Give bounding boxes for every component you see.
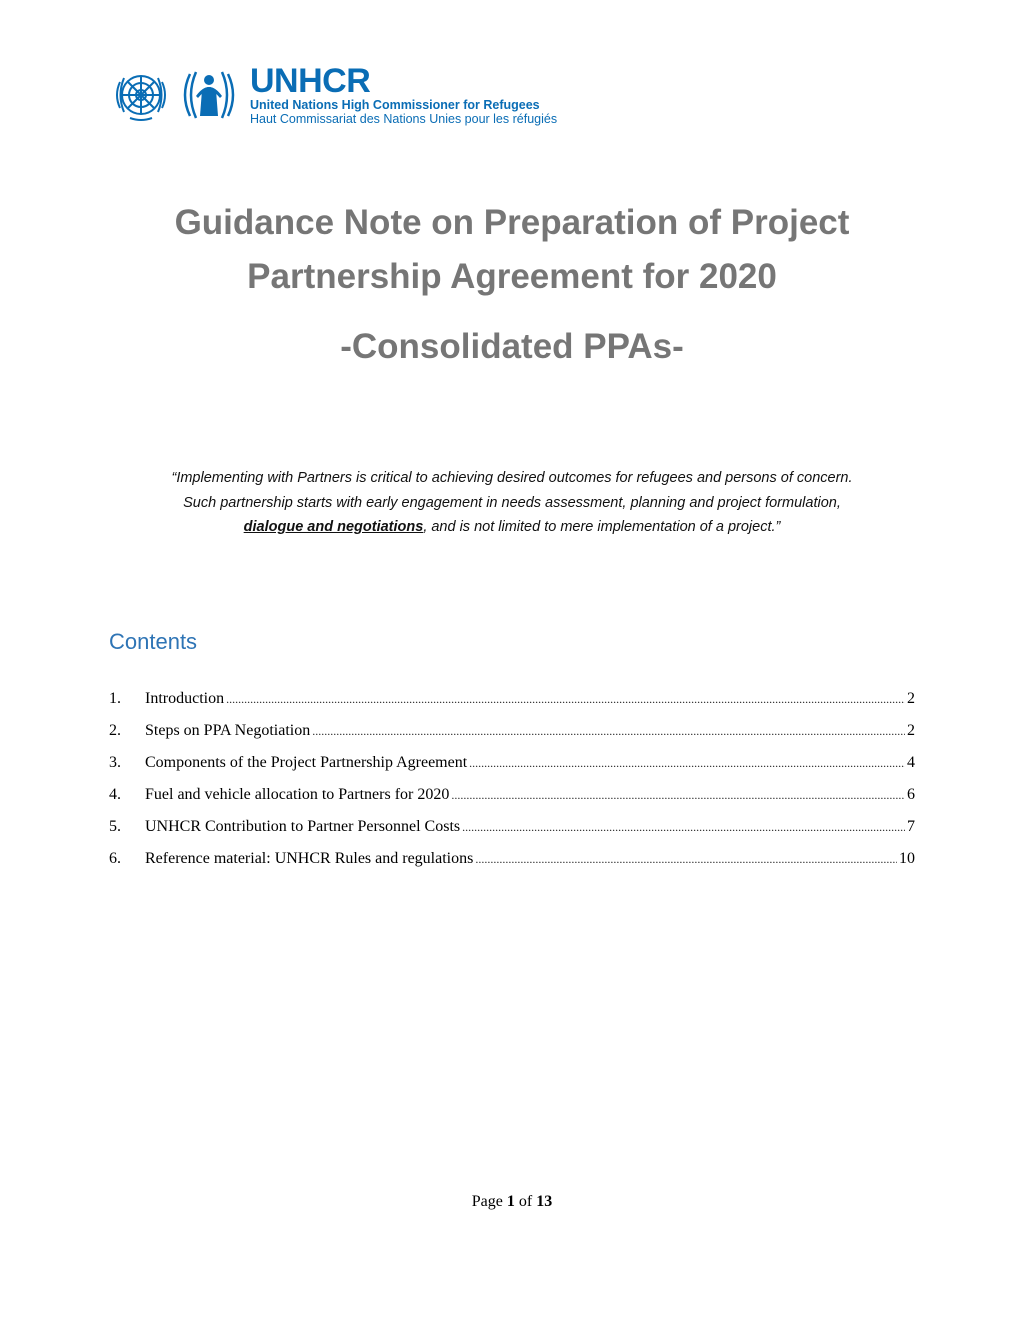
unhcr-emblem-icon: [178, 64, 240, 126]
title-line-1: Guidance Note on Preparation of Project: [174, 203, 850, 242]
logo-english-name: United Nations High Commissioner for Refugees: [250, 98, 540, 112]
toc-page-number: 2: [907, 690, 915, 707]
toc-entry-components[interactable]: [109, 754, 915, 786]
table-of-contents: [109, 690, 915, 882]
toc-leader: [451, 786, 905, 804]
toc-leader: [312, 722, 905, 740]
toc-entry-steps-negotiation[interactable]: [109, 722, 915, 754]
document-subtitle: -Consolidated PPAs-: [340, 327, 684, 366]
logo-french-name: Haut Commissariat des Nations Unies pour les réfugiés: [250, 112, 558, 126]
title-line-2: Partnership Agreement for 2020: [247, 257, 777, 296]
toc-label: Introduction: [145, 690, 225, 707]
toc-leader: [226, 690, 905, 708]
toc-page-number: 2: [907, 722, 915, 739]
page-footer: [0, 1193, 1024, 1211]
toc-label: Components of the Project Partnership Agreement: [145, 754, 468, 771]
toc-label: UNHCR Contribution to Partner Personnel Costs: [145, 818, 461, 835]
quote-block: [100, 466, 924, 540]
toc-number: 2.: [109, 722, 121, 739]
toc-number: 5.: [109, 818, 121, 835]
toc-page-number: 6: [907, 786, 915, 803]
document-title: [0, 196, 1024, 304]
footer-page-word: Page: [471, 1193, 503, 1210]
toc-number: 6.: [109, 850, 121, 867]
footer-total-pages: 13: [536, 1193, 553, 1210]
toc-page-number: 10: [899, 850, 915, 867]
toc-number: 1.: [109, 690, 121, 707]
quote-line-2: Such partnership starts with early engagement in needs assessment, planning and project formulation,: [183, 494, 841, 511]
toc-page-number: 7: [907, 818, 915, 835]
toc-label: Reference material: UNHCR Rules and regulations: [145, 850, 474, 867]
quote-line-3-rest: , and is not limited to mere implementation of a project.”: [423, 519, 781, 535]
toc-entry-personnel-costs[interactable]: [109, 818, 915, 850]
quote-line-1: “Implementing with Partners is critical to achieving desired outcomes for refugees and persons of concern.: [171, 470, 853, 486]
toc-leader: [469, 754, 905, 772]
logo-wordmark: UNHCR: [250, 62, 371, 100]
un-emblem-icon: [110, 64, 172, 126]
toc-entry-introduction[interactable]: [109, 690, 915, 722]
toc-label: Steps on PPA Negotiation: [145, 722, 311, 739]
toc-number: 3.: [109, 754, 121, 771]
toc-leader: [475, 850, 897, 868]
contents-heading: Contents: [109, 629, 198, 654]
toc-entry-reference-material[interactable]: [109, 850, 915, 882]
toc-entry-fuel-vehicle[interactable]: [109, 786, 915, 818]
toc-number: 4.: [109, 786, 121, 803]
quote-emphasis: dialogue and negotiations: [243, 519, 424, 535]
unhcr-logo: [110, 60, 557, 130]
toc-page-number: 4: [907, 754, 915, 771]
toc-label: Fuel and vehicle allocation to Partners for 2020: [145, 786, 450, 803]
toc-leader: [462, 818, 905, 836]
footer-of-word: of: [518, 1193, 533, 1210]
quote-line-3: [100, 515, 924, 540]
footer-current-page: 1: [506, 1193, 515, 1210]
